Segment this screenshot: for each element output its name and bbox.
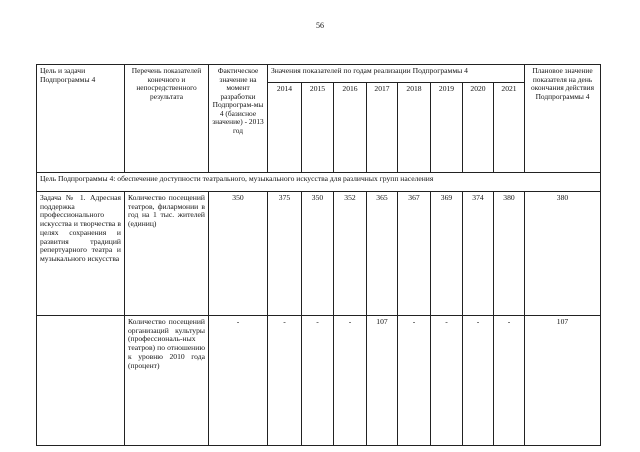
indicators-table (36, 64, 601, 446)
year-value-cell: 369 (431, 192, 463, 316)
year-value-cell: 365 (367, 192, 398, 316)
header-indicators-list: Перечень показателей конечного и непосредственного результата (125, 65, 209, 173)
year-header: 2018 (398, 83, 431, 173)
year-value-cell: 350 (302, 192, 334, 316)
header-goal-tasks: Цель и задачи Подпрограммы 4 (37, 65, 125, 173)
year-header: 2015 (302, 83, 334, 173)
year-value-cell: - (398, 316, 431, 446)
year-header: 2019 (431, 83, 463, 173)
year-header: 2014 (268, 83, 302, 173)
year-value-cell: 367 (398, 192, 431, 316)
year-value-cell: - (431, 316, 463, 446)
year-header: 2020 (463, 83, 494, 173)
year-value-cell: - (334, 316, 367, 446)
year-value-cell: - (463, 316, 494, 446)
indicator-cell: Количество посещений театров, филармонии в год на 1 тыс. жителей (единиц) (125, 192, 209, 316)
year-value-cell: 352 (334, 192, 367, 316)
year-value-cell: 374 (463, 192, 494, 316)
year-header: 2017 (367, 83, 398, 173)
base-value-cell: - (209, 316, 268, 446)
plan-value-cell: 380 (525, 192, 601, 316)
page-number: 56 (316, 21, 324, 30)
plan-value-cell: 107 (525, 316, 601, 446)
year-value-cell: 375 (268, 192, 302, 316)
year-header: 2021 (494, 83, 525, 173)
year-value-cell: - (494, 316, 525, 446)
year-value-cell: - (302, 316, 334, 446)
base-value-cell: 350 (209, 192, 268, 316)
task-cell: Задача № 1. Адресная поддержка профессионального искусства и творчества в целях сохранения и развития традиций репертуарного театра и музыкального искусства (37, 192, 125, 316)
year-value-cell: - (268, 316, 302, 446)
header-actual-value: Фактическое значение на момент разработки Подпрограм-мы 4 (базисное значение) - 2013 год (209, 65, 268, 173)
indicator-cell: Количество посещений организаций культуры (профессиональ-ных театров) по отношению к уровню 2010 года (процент) (125, 316, 209, 446)
year-header: 2016 (334, 83, 367, 173)
year-value-cell: 107 (367, 316, 398, 446)
year-value-cell: 380 (494, 192, 525, 316)
header-values-by-year: Значения показателей по годам реализации Подпрограммы 4 (268, 65, 525, 83)
task-cell-empty (37, 316, 125, 446)
header-planned-value: Плановое значение показателя на день окончания действия Подпрограммы 4 (525, 65, 601, 173)
goal-row: Цель Подпрограммы 4: обеспечение доступности театрального, музыкального искусства для различных групп населения (37, 173, 601, 192)
